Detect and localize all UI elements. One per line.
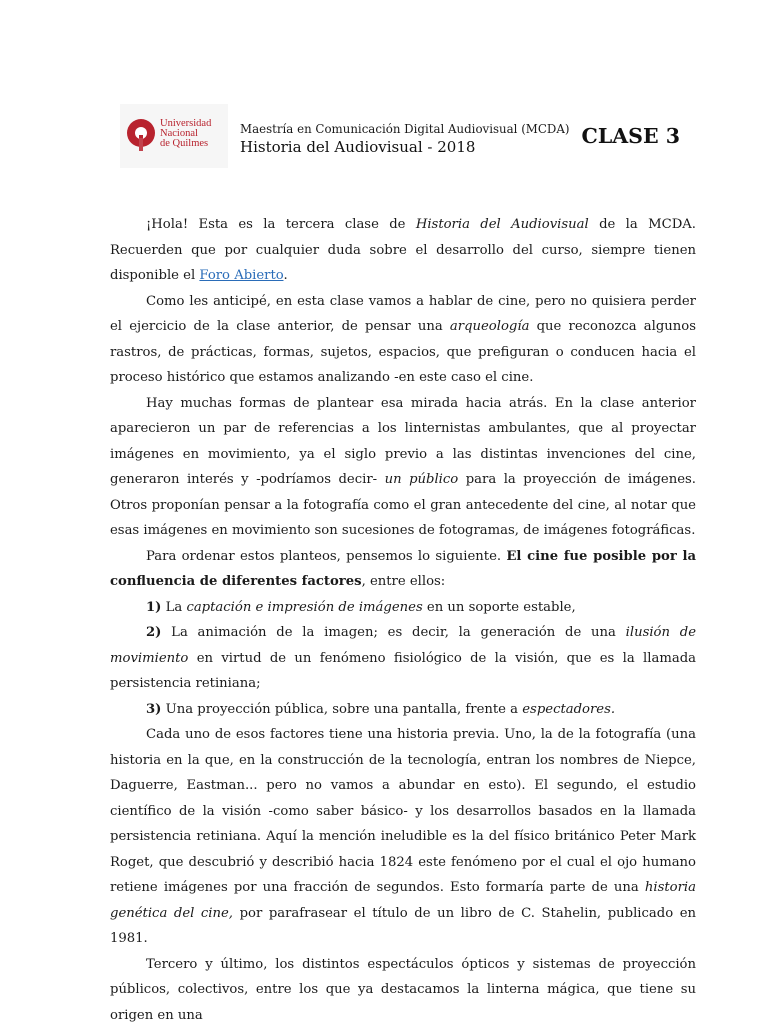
paragraph-espectaculos: [110, 952, 696, 1028]
italic-text: arqueología: [450, 319, 530, 334]
text: , entre ellos:: [362, 574, 446, 589]
italic-text: Historia del Audiovisual: [416, 217, 589, 232]
text: en un soporte estable,: [423, 600, 576, 615]
course-info: [240, 121, 570, 157]
list-number: 3): [146, 702, 161, 717]
bold-text: El cine fue posible por la confluencia de diferentes factores: [110, 549, 696, 590]
text: Una proyección pública, sobre una pantalla, frente a: [161, 702, 522, 717]
text: de la MCDA. Recuerden que por cualquier duda sobre el desarrollo del curso, siempre tienen disponible el: [110, 217, 696, 283]
text: Para ordenar estos planteos, pensemos lo siguiente.: [146, 549, 506, 564]
text: que reconozca algunos rastros, de prácticas, formas, sujetos, espacios, que prefiguran o conducen hacia el proceso histórico que estamos analizando -en este caso el cine.: [110, 319, 696, 385]
foro-abierto-link[interactable]: Foro Abierto: [199, 268, 283, 283]
paragraph-arqueologia: [110, 289, 696, 391]
text: La animación de la imagen; es decir, la generación de una: [161, 625, 625, 640]
university-seal-icon: [126, 117, 158, 153]
course-title: Historia del Audiovisual - 2018: [240, 137, 570, 157]
italic-text: captación e impresión de imágenes: [186, 600, 422, 615]
text: para la proyección de imágenes. Otros proponían pensar a la fotografía como el gran antecedente del cine, al notar que esas imágenes en movimiento son sucesiones de fotogramas, de imágenes fotográficas.: [110, 472, 696, 538]
italic-text: ilusión de movimiento: [110, 625, 696, 666]
logo-text: Universidad Nacional de Quilmes: [160, 119, 211, 149]
paragraph-mirada: [110, 391, 696, 544]
document-header: [120, 104, 700, 174]
list-item-3: [110, 697, 696, 723]
text: Tercero y último, los distintos espectáculos ópticos y sistemas de proyección públicos, colectivos, entre los que ya destacamos la linterna mágica, que tiene su origen en una: [110, 957, 696, 1023]
list-item-1: [110, 595, 696, 621]
italic-text: un público: [385, 472, 459, 487]
text: ¡Hola! Esta es la tercera clase de: [146, 217, 416, 232]
paragraph-historia-previa: [110, 722, 696, 952]
text: .: [284, 268, 288, 283]
class-number: CLASE 3: [582, 124, 680, 148]
list-number: 2): [146, 625, 161, 640]
text: por parafrasear el título de un libro de C. Stahelin, publicado en 1981.: [110, 906, 696, 947]
list-number: 1): [146, 600, 161, 615]
text: en virtud de un fenómeno fisiológico de la visión, que es la llamada persistencia retiniana;: [110, 651, 696, 692]
text: Hay muchas formas de plantear esa mirada hacia atrás. En la clase anterior aparecieron un par de referencias a los linternistas ambulantes, que al proyectar imágenes en movimiento, ya el siglo previo a las distintas invenciones del cine, generaron interés y -podríamos decir-: [110, 396, 696, 488]
text: Cada uno de esos factores tiene una historia previa. Uno, la de la fotografía (una historia en la que, en la construcción de la tecnología, entran los nombres de Niepce, Daguerre, Eastman... pero no vamos a abundar en esto). El segundo, el estudio científico de la visión -como saber básico- y los desarrollos basados en la llamada persistencia retiniana. Aquí la mención ineludible es la del físico británico Peter Mark Roget, que descubrió y describió hacia 1824 este fenómeno por el cual el ojo humano retiene imágenes por una fracción de segundos. Esto formaría parte de una: [110, 727, 696, 895]
paragraph-factores: [110, 544, 696, 595]
list-item-2: [110, 620, 696, 697]
text: Como les anticipé, en esta clase vamos a hablar de cine, pero no quisiera perder el ejercicio de la clase anterior, de pensar una: [110, 294, 696, 335]
italic-text: historia genética del cine,: [110, 880, 696, 921]
italic-text: espectadores.: [522, 702, 615, 717]
university-logo: [120, 104, 228, 168]
text: La: [161, 600, 186, 615]
document-body: [110, 212, 696, 1028]
course-subtitle: Maestría en Comunicación Digital Audiovisual (MCDA): [240, 121, 570, 137]
paragraph-intro: [110, 212, 696, 289]
